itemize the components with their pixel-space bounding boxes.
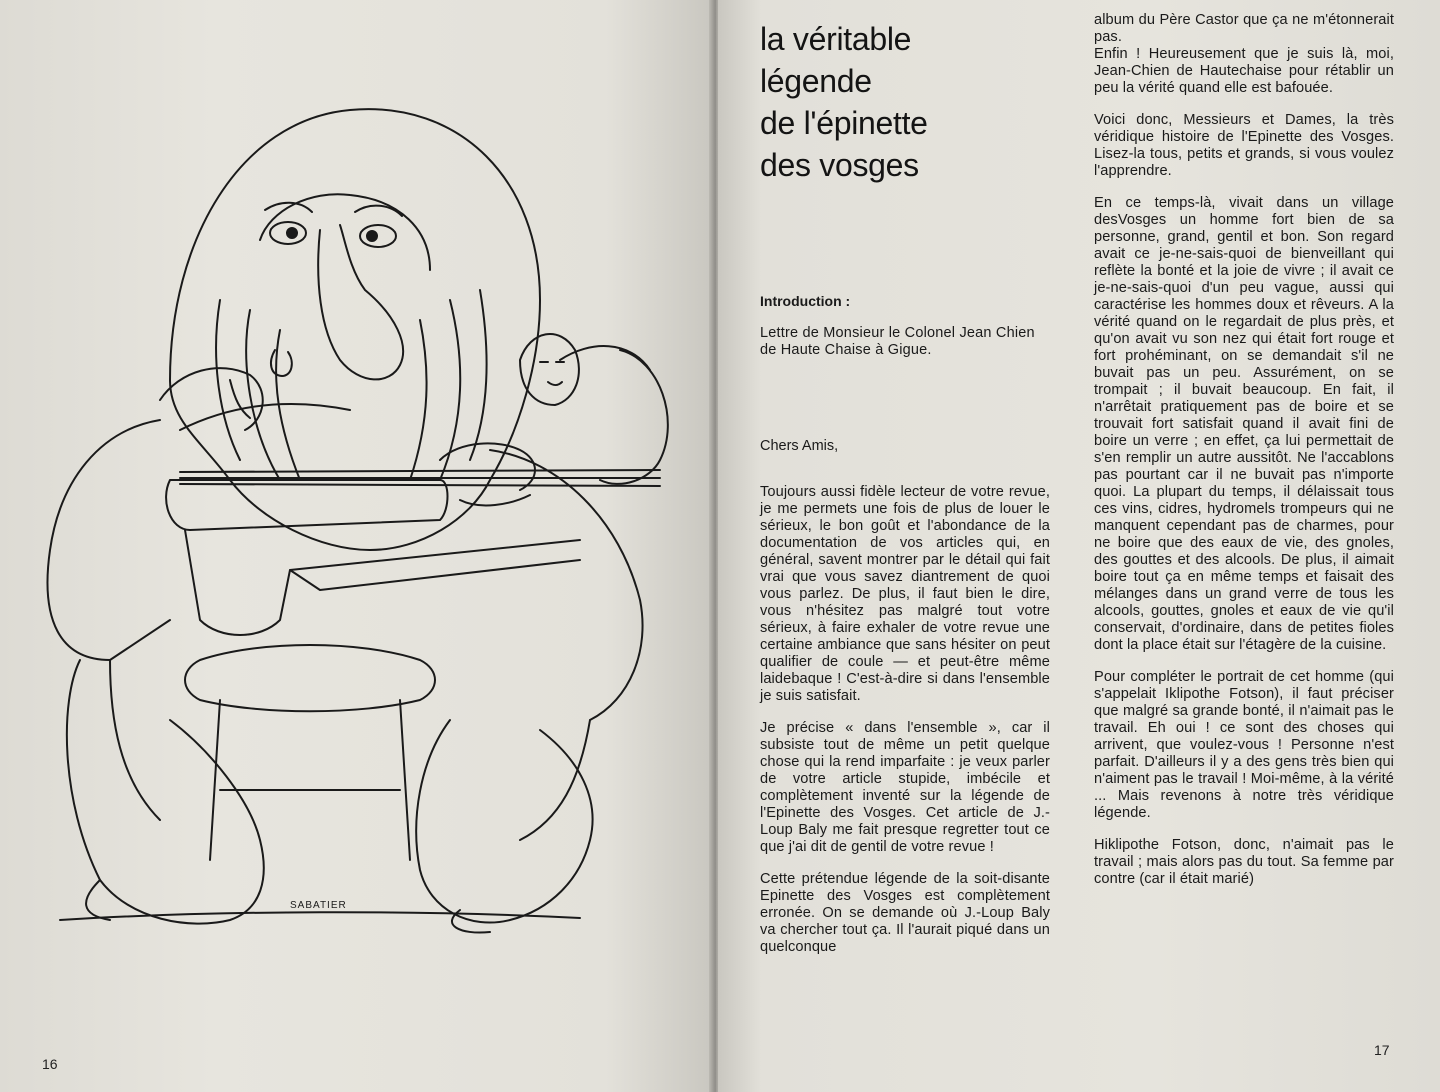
right-page [718, 0, 1440, 1092]
page-number-right: 17 [1374, 1042, 1390, 1058]
paragraph: Je précise « dans l'ensemble », car il subsiste tout de même un petit quelque chose qui la rend imparfaite : je veux parler de votre article stupide, imbécile et complètement inventé sur la légende de l'Epinette des Vosges. Cet article de J.-Loup Baly me fait presque regretter tout ce que j'ai dit de gentil de votre revue ! [760, 720, 1050, 855]
artist-signature: SABATIER [290, 900, 347, 911]
illustration-bearded-man-playing-epinette [20, 100, 700, 940]
title-line: la véritable [760, 21, 912, 57]
left-page [0, 0, 713, 1092]
title-line: de l'épinette [760, 105, 928, 141]
paragraph: Voici donc, Messieurs et Dames, la très véridique histoire de l'Epinette des Vosges. Lisez-la tous, petits et grands, si vous voulez l'apprendre. [1094, 112, 1394, 179]
letter-greeting: Chers Amis, [760, 438, 839, 454]
paragraph: Toujours aussi fidèle lecteur de votre revue, je me permets une fois de plus de louer le sérieux, le bon goût et l'abondance de la documentation de vos articles qui, en général, savent montrer par le détail qui fait vrai que vous savez diantrement de quoi vous parlez. De plus, il faut bien le dire, vous n'hésitez pas malgré tout votre sérieux, à faire exhaler de votre revue une certaine ambiance que sans hésiter on peut qualifier de coule — et peut-être même laidebaque ! C'est-à-dire si dans l'ensemble je suis satisfait. [760, 484, 1050, 704]
article-title [760, 18, 928, 186]
paragraph: En ce temps-là, vivait dans un village desVosges un homme fort bien de sa personne, grand, gentil et bon. Son regard avait ce je-ne-sais-quoi de bienveillant qui reflète la bonté et la joie de vivre ; il avait ce je-ne-sais-quoi d'un peu vague, aussi qui caractérise les hommes doux et rêveurs. A la vérité quand on le regardait de plus près, et qu'on avait vu son nez qui était fort rouge et fort prohéminant, on se demandait s'il ne buvait pas un peu. Assurément, on se trompait ; il buvait beaucoup. En fait, il n'arrêtait pratiquement pas de boire et se trouvait fort satisfait quand il avait fini de boire un verre ; en effet, ça lui permettait de s'en remplir un autre aussitôt. Ne l'accablons pas pourtant car il ne buvait pas n'importe quoi. La plupart du temps, il délaissait tous ces vins, cidres, hydromels trompeurs qui ne manquent cependant pas de charmes, pour ne boire que des eaux de vie, des gnoles, des gouttes et des alcools. De plus, il aimait boire tout ça en même temps et faisait des mélanges dans un grand verre de tous les alcools, gouttes, gnoles et eaux de vie qu'il conservait, d'ordinaire, dans de petites fioles dont la place était sur l'étagère de la cuisine. [1094, 195, 1394, 653]
text-column-1 [760, 484, 1050, 971]
paragraph: Cette prétendue légende de la soit-disante Epinette des Vosges est complètement erronée. On se demande où J.-Loup Baly va chercher tout ça. Il l'aurait piqué dans un quelconque [760, 871, 1050, 955]
introduction-text: Lettre de Monsieur le Colonel Jean Chien de Haute Chaise à Gigue. [760, 325, 1035, 358]
title-line: des vosges [760, 147, 919, 183]
text-column-2 [1094, 12, 1394, 903]
paragraph: Hiklipothe Fotson, donc, n'aimait pas le travail ; mais alors pas du tout. Sa femme par contre (car il était marié) [1094, 837, 1394, 887]
page-number-left: 16 [42, 1056, 58, 1072]
title-line: légende [760, 63, 872, 99]
paragraph: album du Père Castor que ça ne m'étonnerait pas. Enfin ! Heureusement que je suis là, moi, Jean-Chien de Hautechaise pour rétablir un peu la vérité quand elle est bafouée. [1094, 12, 1394, 96]
paragraph: Pour compléter le portrait de cet homme (qui s'appelait Iklipothe Fotson), il faut préciser que malgré sa grande bonté, il n'aimait pas le travail. Eh oui ! ce sont des choses qui arrivent, que voulez-vous ! Personne n'est parfait. D'ailleurs il y a des gens très bien qui n'aiment pas le travail ! Moi-même, à la vérité ... Mais revenons à notre très véridique légende. [1094, 669, 1394, 821]
introduction-label: Introduction : [760, 293, 851, 309]
